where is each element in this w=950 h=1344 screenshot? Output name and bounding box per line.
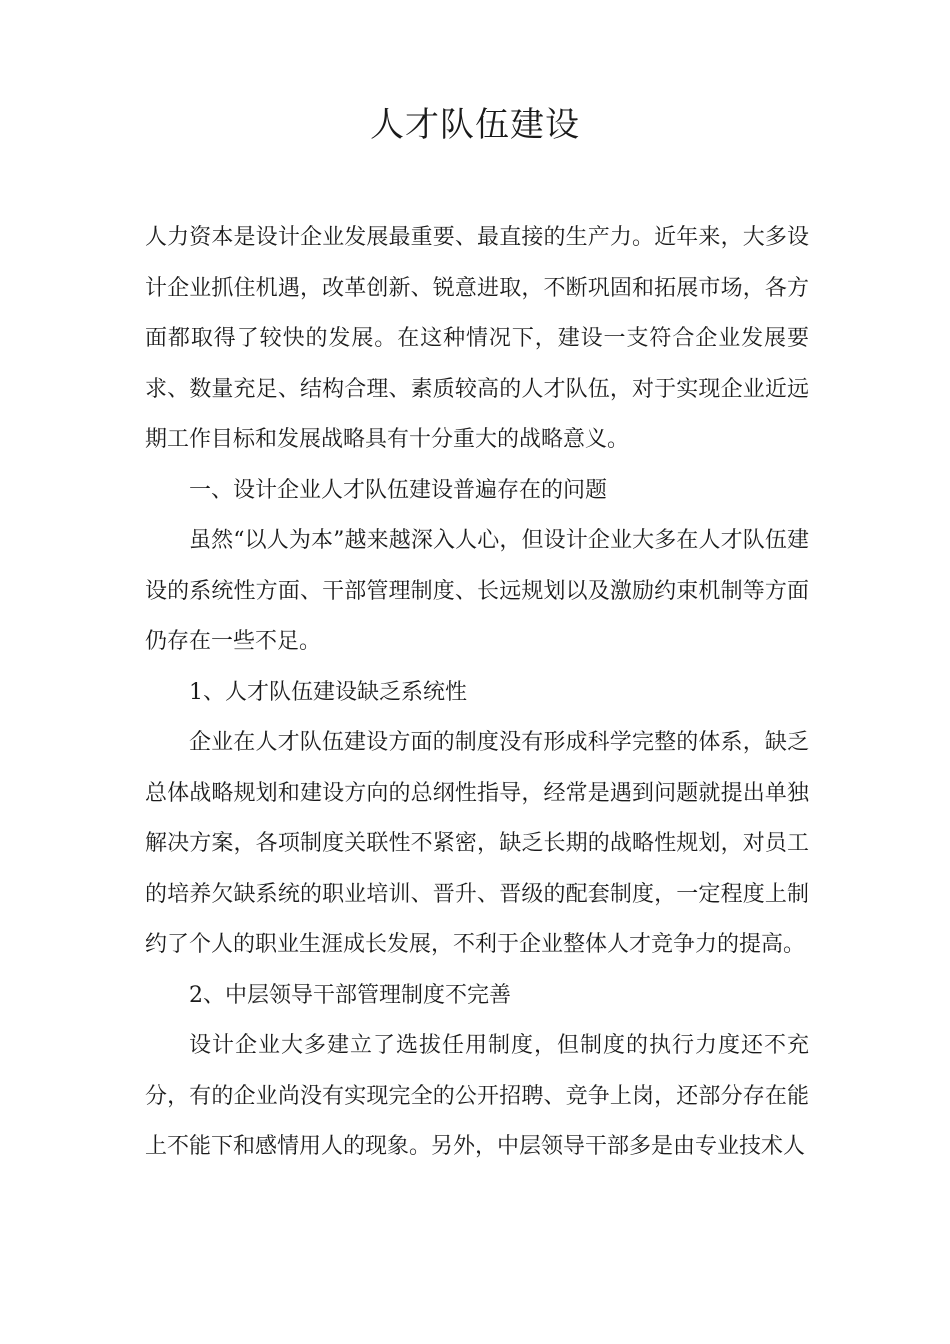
document-body	[145, 213, 809, 1173]
paragraph-problems-overview: 虽然“以人为本”越来越深入人心，但设计企业大多在人才队伍建设的系统性方面、干部管理制度、长远规划以及激励约束机制等方面仍存在一些不足。	[145, 528, 809, 654]
subheading-lack-of-system: 1、人才队伍建设缺乏系统性	[189, 679, 467, 705]
subheading-cadre-management: 2、中层领导干部管理制度不完善	[189, 982, 511, 1008]
document-title: 人才队伍建设	[370, 105, 580, 145]
paragraph-cadre-management: 设计企业大多建立了选拔任用制度，但制度的执行力度还不充分，有的企业尚没有实现完全的公开招聘、竞争上岗，还部分存在能上不能下和感情用人的现象。另外，中层领导干部多是由专业技术人	[145, 1033, 809, 1159]
paragraph-lack-of-system: 企业在人才队伍建设方面的制度没有形成科学完整的体系，缺乏总体战略规划和建设方向的总纲性指导，经常是遇到问题就提出单独解决方案，各项制度关联性不紧密，缺乏长期的战略性规划，对员工的培养欠缺系统的职业培训、晋升、晋级的配套制度，一定程度上制约了个人的职业生涯成长发展，不利于企业整体人才竞争力的提高。	[145, 730, 809, 957]
paragraph-intro: 人力资本是设计企业发展最重要、最直接的生产力。近年来，大多设计企业抓住机遇，改革创新、锐意进取，不断巩固和拓展市场，各方面都取得了较快的发展。在这种情况下，建设一支符合企业发展要求、数量充足、结构合理、素质较高的人才队伍，对于实现企业近远期工作目标和发展战略具有十分重大的战略意义。	[145, 225, 809, 452]
section-heading-problems: 一、设计企业人才队伍建设普遍存在的问题	[189, 477, 608, 503]
